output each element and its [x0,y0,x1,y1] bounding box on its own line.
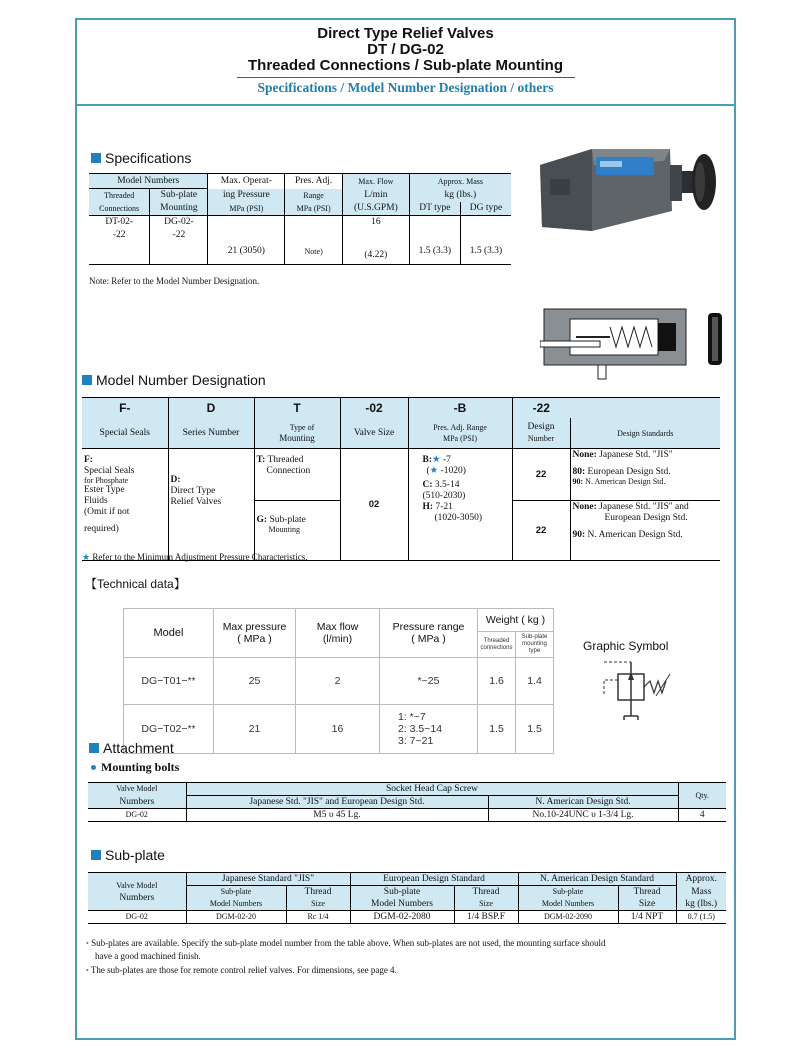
section-square-icon [91,850,101,860]
model-designation-table [82,397,720,561]
bullet-icon: • [86,966,89,975]
spec-cell-mass-dt: 1.5 (3.3) [409,216,460,265]
specifications-table [89,173,511,265]
code-size: -02 [340,398,408,419]
sub-h-mass3: kg (lbs.) [676,898,726,911]
bullet-icon: • [86,939,89,948]
valve-product-image [532,135,722,235]
spec-h-dg: DG type [460,202,511,216]
label-design-standards: Design Standards [570,418,720,449]
code-pressure: -B [408,398,512,419]
sub-h-jis: Japanese Standard "JIS" [186,873,350,886]
subplate-note-1: • Sub-plates are available. Specify the sub-plate model number from the table above. When sub-plates are not used, the mounting surface should [86,938,606,948]
spec-h-subplate: Sub-plate [150,189,208,203]
bullet-icon [91,765,96,770]
att-h-na: N. American Design Std. [488,796,678,809]
sub-h-na-sub1: Sub-plate [518,886,618,899]
tech-h-maxflow: Max flow (l/min) [296,609,380,658]
tech-row2-wsub: 1.5 [516,705,554,754]
spec-h-threaded: Threaded [89,189,150,203]
sub-h-eu-sub2: Model Numbers [350,898,454,911]
sub-h-mass1: Approx. [676,873,726,886]
spec-cell-dg: DG-02- -22 [150,216,208,265]
tech-h-weight: Weight ( kg ) [478,609,554,632]
att-h-qty: Qty. [678,783,726,809]
sub-h-jis-sub2: Model Numbers [186,898,286,911]
sub-h-eu-thr1: Thread [454,886,518,899]
cell-series: D: Direct Type Relief Valves [168,449,254,561]
sub-h-jis-thr2: Size [286,898,350,911]
sub-r-model: DG-02 [88,911,186,924]
sub-h-jis-thr1: Thread [286,886,350,899]
sub-r-eu-sub: DGM-02-2080 [350,911,454,924]
code-special-seals: F- [82,398,168,419]
tech-row1-pressure: 25 [214,658,296,705]
spec-footnote: Note: Refer to the Model Number Designation. [89,276,260,286]
title-line-3: Threaded Connections / Sub-plate Mounting [248,57,563,74]
att-r-na: No.10-24UNC υ 1-3/4 Lg. [488,809,678,822]
tech-row2-flow: 16 [296,705,380,754]
cell-standards-1: None: Japanese Std. "JIS" 80: European Design Std. 90: N. American Design Std. [570,449,720,501]
att-r-model: DG-02 [88,809,186,822]
spec-h-model-numbers: Model Numbers [89,174,208,189]
cell-special-seals: F: Special Seals for Phosphate Ester Type Fluids (Omit if not required) [82,449,168,561]
cell-design-22b: 22 [512,501,570,561]
spec-h-flow1: Max. Flow [342,174,409,189]
att-h-valve2: Numbers [88,796,186,809]
spec-cell-dt: DT-02- -22 [89,216,150,265]
att-h-socket: Socket Head Cap Screw [186,783,678,796]
tech-h-subplate: Sub-plate mounting type [516,632,554,658]
technical-data-table [123,608,554,754]
spec-h-connections: Connections [89,202,150,216]
tech-row2-model: DG−T02−** [124,705,214,754]
att-r-qty: 4 [678,809,726,822]
sub-r-jis-sub: DGM-02-20 [186,911,286,924]
sub-h-na-sub2: Model Numbers [518,898,618,911]
sub-h-eu-sub1: Sub-plate [350,886,454,899]
tech-h-maxpressure: Max pressure ( MPa ) [214,609,296,658]
sub-h-mass2: Mass [676,886,726,899]
label-pressure: Pres. Adj. Range MPa (PSI) [408,418,512,449]
tech-row1-wsub: 1.4 [516,658,554,705]
sub-h-eu-thr2: Size [454,898,518,911]
graphic-symbol-icon [600,660,680,726]
spec-cell-mass-dg: 1.5 (3.3) [460,216,511,265]
code-design: -22 [512,398,570,419]
sub-h-na-thr2: Size [618,898,676,911]
sub-r-jis-thr: Rc 1/4 [286,911,350,924]
tech-row1-model: DG−T01−** [124,658,214,705]
header-subtitle: Specifications / Model Number Designation / others [257,80,554,95]
subplate-note-1b: have a good machined finish. [95,951,201,961]
spec-h-mass2: kg (lbs.) [409,189,511,203]
tech-row2-range: 1: *~7 2: 3.5~14 3: 7~21 [380,705,478,754]
cell-standards-2: None: Japanese Std. "JIS" and European Design Std. 90: N. American Design Std. [570,501,720,561]
sub-r-eu-thr: 1/4 BSP.F [454,911,518,924]
star-icon: ★ [432,455,441,465]
code-type: T [254,398,340,419]
spec-h-maxop2: ing Pressure [208,189,285,203]
spec-cell-pressure: 21 (3050) [208,216,285,265]
sub-r-na-thr: 1/4 NPT [618,911,676,924]
cell-size: 02 [340,449,408,561]
subplate-table [88,872,726,924]
label-series-number: Series Number [168,418,254,449]
tech-row1-wthr: 1.6 [478,658,516,705]
subplate-notes [86,937,726,977]
att-h-jis: Japanese Std. "JIS" and European Design Std. [186,796,488,809]
label-valve-size: Valve Size [340,418,408,449]
sub-r-na-sub: DGM-02-2090 [518,911,618,924]
model-designation-heading: Model Number Designation [82,372,266,388]
spec-h-flow2: L/min [342,189,409,203]
cell-pressure: B:★ -7 (★ -1020) C: 3.5-14 (510-2030) H: 7-21 (1020-3050) [408,449,512,561]
att-r-jis: M5 υ 45 Lg. [186,809,488,822]
spec-h-mass1: Approx. Mass [409,174,511,189]
valve-cross-section-image [540,305,726,383]
subplate-note-2: • The sub-plates are those for remote control relief valves. For dimensions, see page 4. [86,965,397,975]
tech-row1-range: *~25 [380,658,478,705]
spec-h-maxop1: Max. Operat- [208,174,285,189]
spec-h-pres2: Range [285,189,343,203]
tech-h-range: Pressure range ( MPa ) [380,609,478,658]
section-square-icon [89,743,99,753]
page-header [77,20,734,106]
section-square-icon [82,375,92,385]
title-line-2: DT / DG-02 [367,41,444,58]
specifications-heading: Specifications [91,150,191,166]
title-rule [237,77,575,78]
attachment-heading: Attachment [89,740,174,756]
spec-h-pres1: Pres. Adj. [285,174,343,189]
sub-h-eu: European Design Standard [350,873,518,886]
label-special-seals: Special Seals [82,418,168,449]
technical-data-heading: 【Technical data】 [85,577,186,591]
spec-h-dt: DT type [409,202,460,216]
star-icon: ★ [82,552,91,562]
mounting-bolts-table [88,782,726,822]
sub-r-mass: 0.7 (1.5) [676,911,726,924]
att-h-valve1: Valve Model [88,783,186,796]
code-series: D [168,398,254,419]
spec-h-maxop3: MPa (PSI) [208,202,285,216]
sub-h-na-thr1: Thread [618,886,676,899]
tech-h-threaded: Threaded connections [478,632,516,658]
label-design: Design Number [512,418,570,449]
subplate-heading: Sub-plate [91,847,165,863]
spec-cell-flow: 16 (4.22) [342,216,409,265]
sub-h-jis-sub1: Sub-plate [186,886,286,899]
spec-cell-note: Note) [285,216,343,265]
cell-type-threaded: T: Threaded Connection [254,449,340,501]
sub-h-na: N. American Design Standard [518,873,676,886]
cell-design-22a: 22 [512,449,570,501]
section-square-icon [91,153,101,163]
spec-h-flow3: (U.S.GPM) [342,202,409,216]
label-type: Type of Mounting [254,418,340,449]
graphic-symbol-label: Graphic Symbol [583,639,669,653]
tech-h-model: Model [124,609,214,658]
tech-row2-wthr: 1.5 [478,705,516,754]
cell-type-subplate: G: Sub-plate Mounting [254,501,340,561]
code-blank [570,398,720,419]
star-footnote: ★ Refer to the Minimum Adjustment Pressure Characteristics. [82,552,308,562]
spec-h-mounting: Mounting [150,202,208,216]
star-icon: ★ [429,466,439,476]
title-line-1: Direct Type Relief Valves [317,25,494,42]
sub-h-valve: Valve Model Numbers [88,873,186,911]
spec-h-pres3: MPa (PSI) [285,202,343,216]
mounting-bolts-heading: Mounting bolts [91,760,179,775]
tech-row1-flow: 2 [296,658,380,705]
tech-row2-pressure: 21 [214,705,296,754]
